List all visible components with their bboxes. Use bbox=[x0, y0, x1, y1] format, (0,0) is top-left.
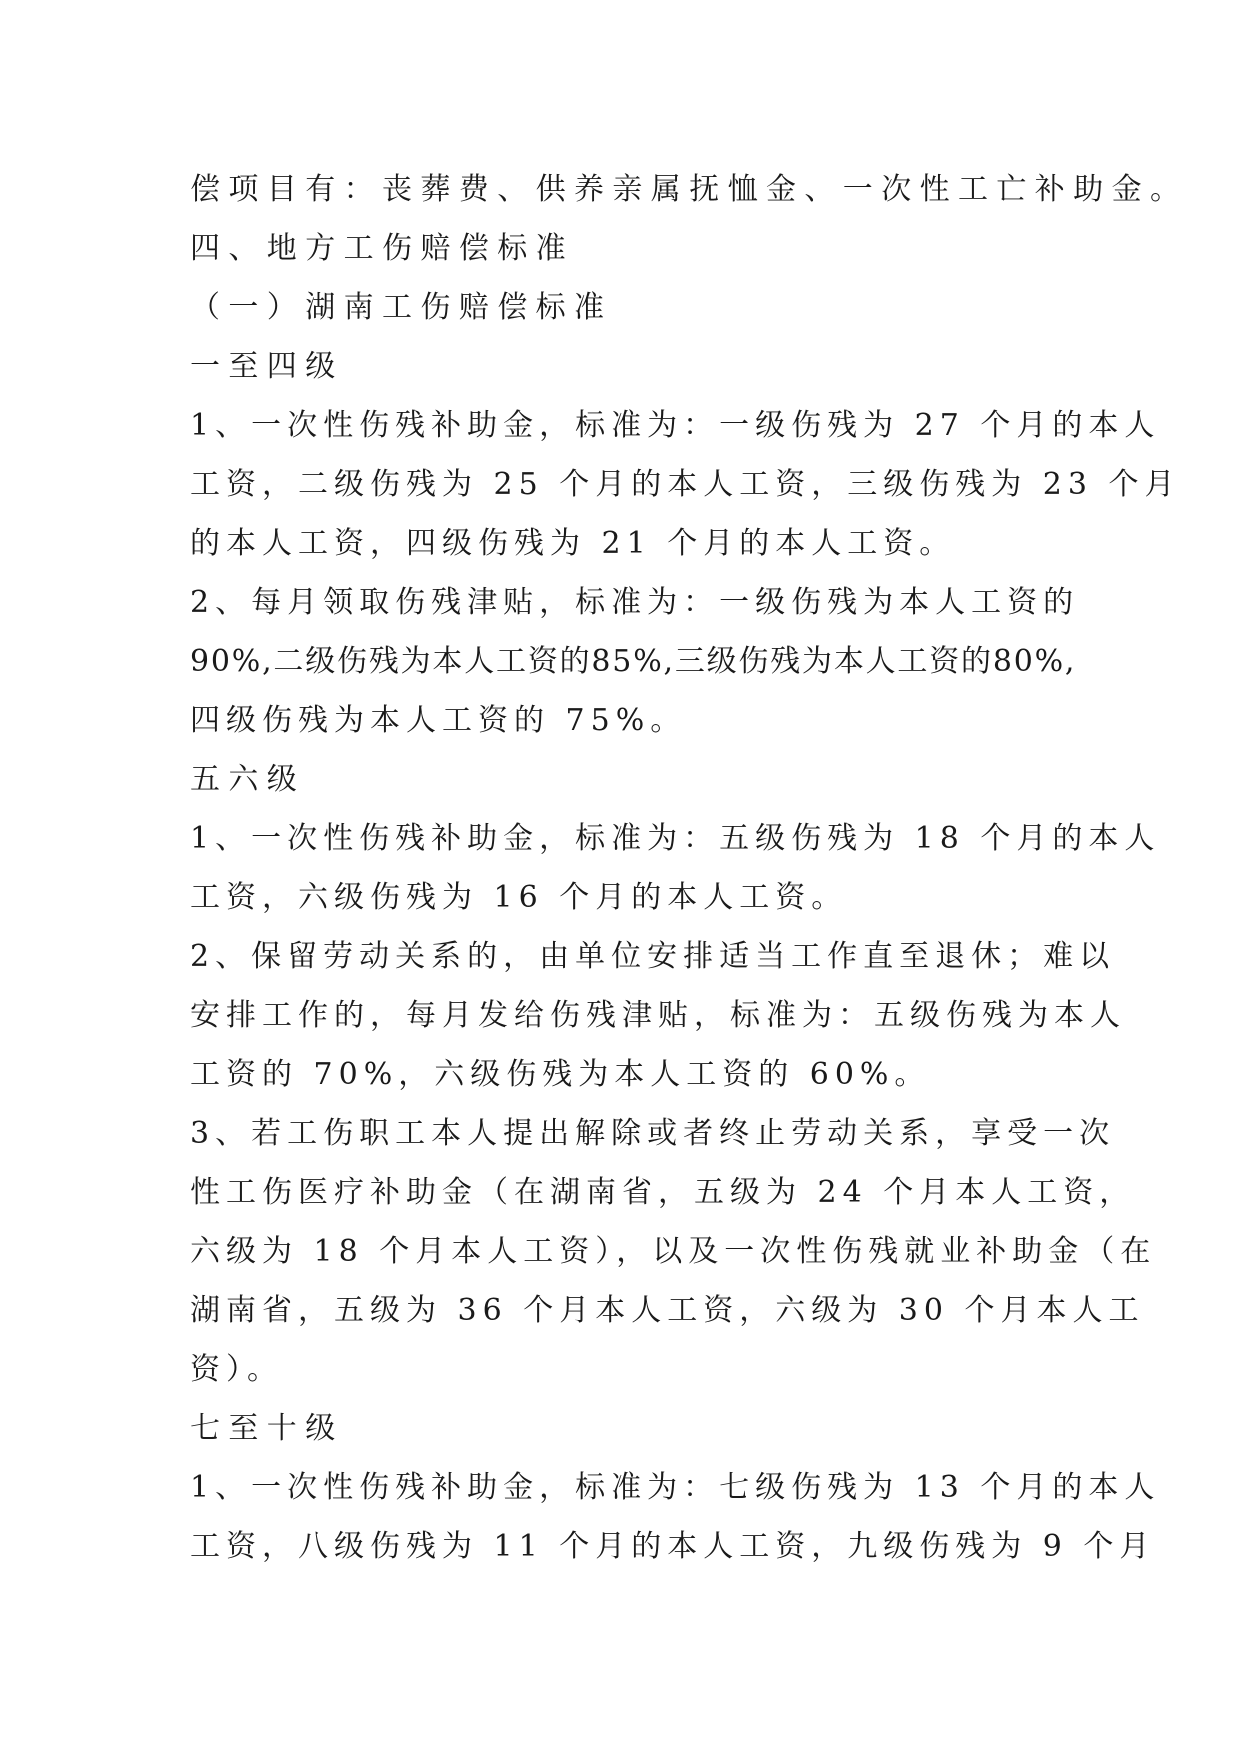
text-line: 3、若工伤职工本人提出解除或者终止劳动关系，享受一次 bbox=[190, 1116, 1116, 1151]
text-line: 工资，六级伤残为 16 个月的本人工资。 bbox=[190, 880, 848, 915]
text-line: 的本人工资，四级伤残为 21 个月的本人工资。 bbox=[190, 526, 956, 561]
grade-heading-1-4: 一至四级 bbox=[190, 349, 344, 384]
text-line: 湖南省，五级为 36 个月本人工资，六级为 30 个月本人工 bbox=[190, 1293, 1145, 1328]
text-line: 工资，二级伤残为 25 个月的本人工资，三级伤残为 23 个月 bbox=[190, 467, 1181, 502]
grade-heading-7-10: 七至十级 bbox=[190, 1411, 344, 1446]
text-line: 工资的 70%，六级伤残为本人工资的 60%。 bbox=[190, 1057, 931, 1092]
text-line: 2、每月领取伤残津贴，标准为：一级伤残为本人工资的 bbox=[190, 585, 1080, 620]
text-line: 工资，八级伤残为 11 个月的本人工资，九级伤残为 9 个月 bbox=[190, 1529, 1156, 1564]
text-line: 2、保留劳动关系的，由单位安排适当工作直至退休；难以 bbox=[190, 939, 1116, 974]
section-heading: 四、地方工伤赔偿标准 bbox=[190, 231, 574, 266]
subsection-heading: （一）湖南工伤赔偿标准 bbox=[190, 290, 613, 325]
grade-heading-5-6: 五六级 bbox=[190, 762, 306, 797]
text-line: 偿项目有：丧葬费、供养亲属抚恤金、一次性工亡补助金。 bbox=[190, 172, 1189, 207]
text-line: 六级为 18 个月本人工资），以及一次性伤残就业补助金（在 bbox=[190, 1234, 1157, 1269]
text-line: 资）。 bbox=[190, 1352, 283, 1387]
text-line: 性工伤医疗补助金（在湖南省，五级为 24 个月本人工资， bbox=[190, 1175, 1136, 1210]
document-body bbox=[190, 160, 1189, 1576]
text-line: 四级伤残为本人工资的 75%。 bbox=[190, 703, 687, 738]
text-line: 90%,二级伤残为本人工资的85%,三级伤残为本人工资的80%, bbox=[190, 644, 1077, 679]
text-line: 1、一次性伤残补助金，标准为：一级伤残为 27 个月的本人 bbox=[190, 408, 1161, 443]
text-line: 1、一次性伤残补助金，标准为：七级伤残为 13 个月的本人 bbox=[190, 1470, 1161, 1505]
text-line: 安排工作的，每月发给伤残津贴，标准为：五级伤残为本人 bbox=[190, 998, 1126, 1033]
text-line: 1、一次性伤残补助金，标准为：五级伤残为 18 个月的本人 bbox=[190, 821, 1161, 856]
